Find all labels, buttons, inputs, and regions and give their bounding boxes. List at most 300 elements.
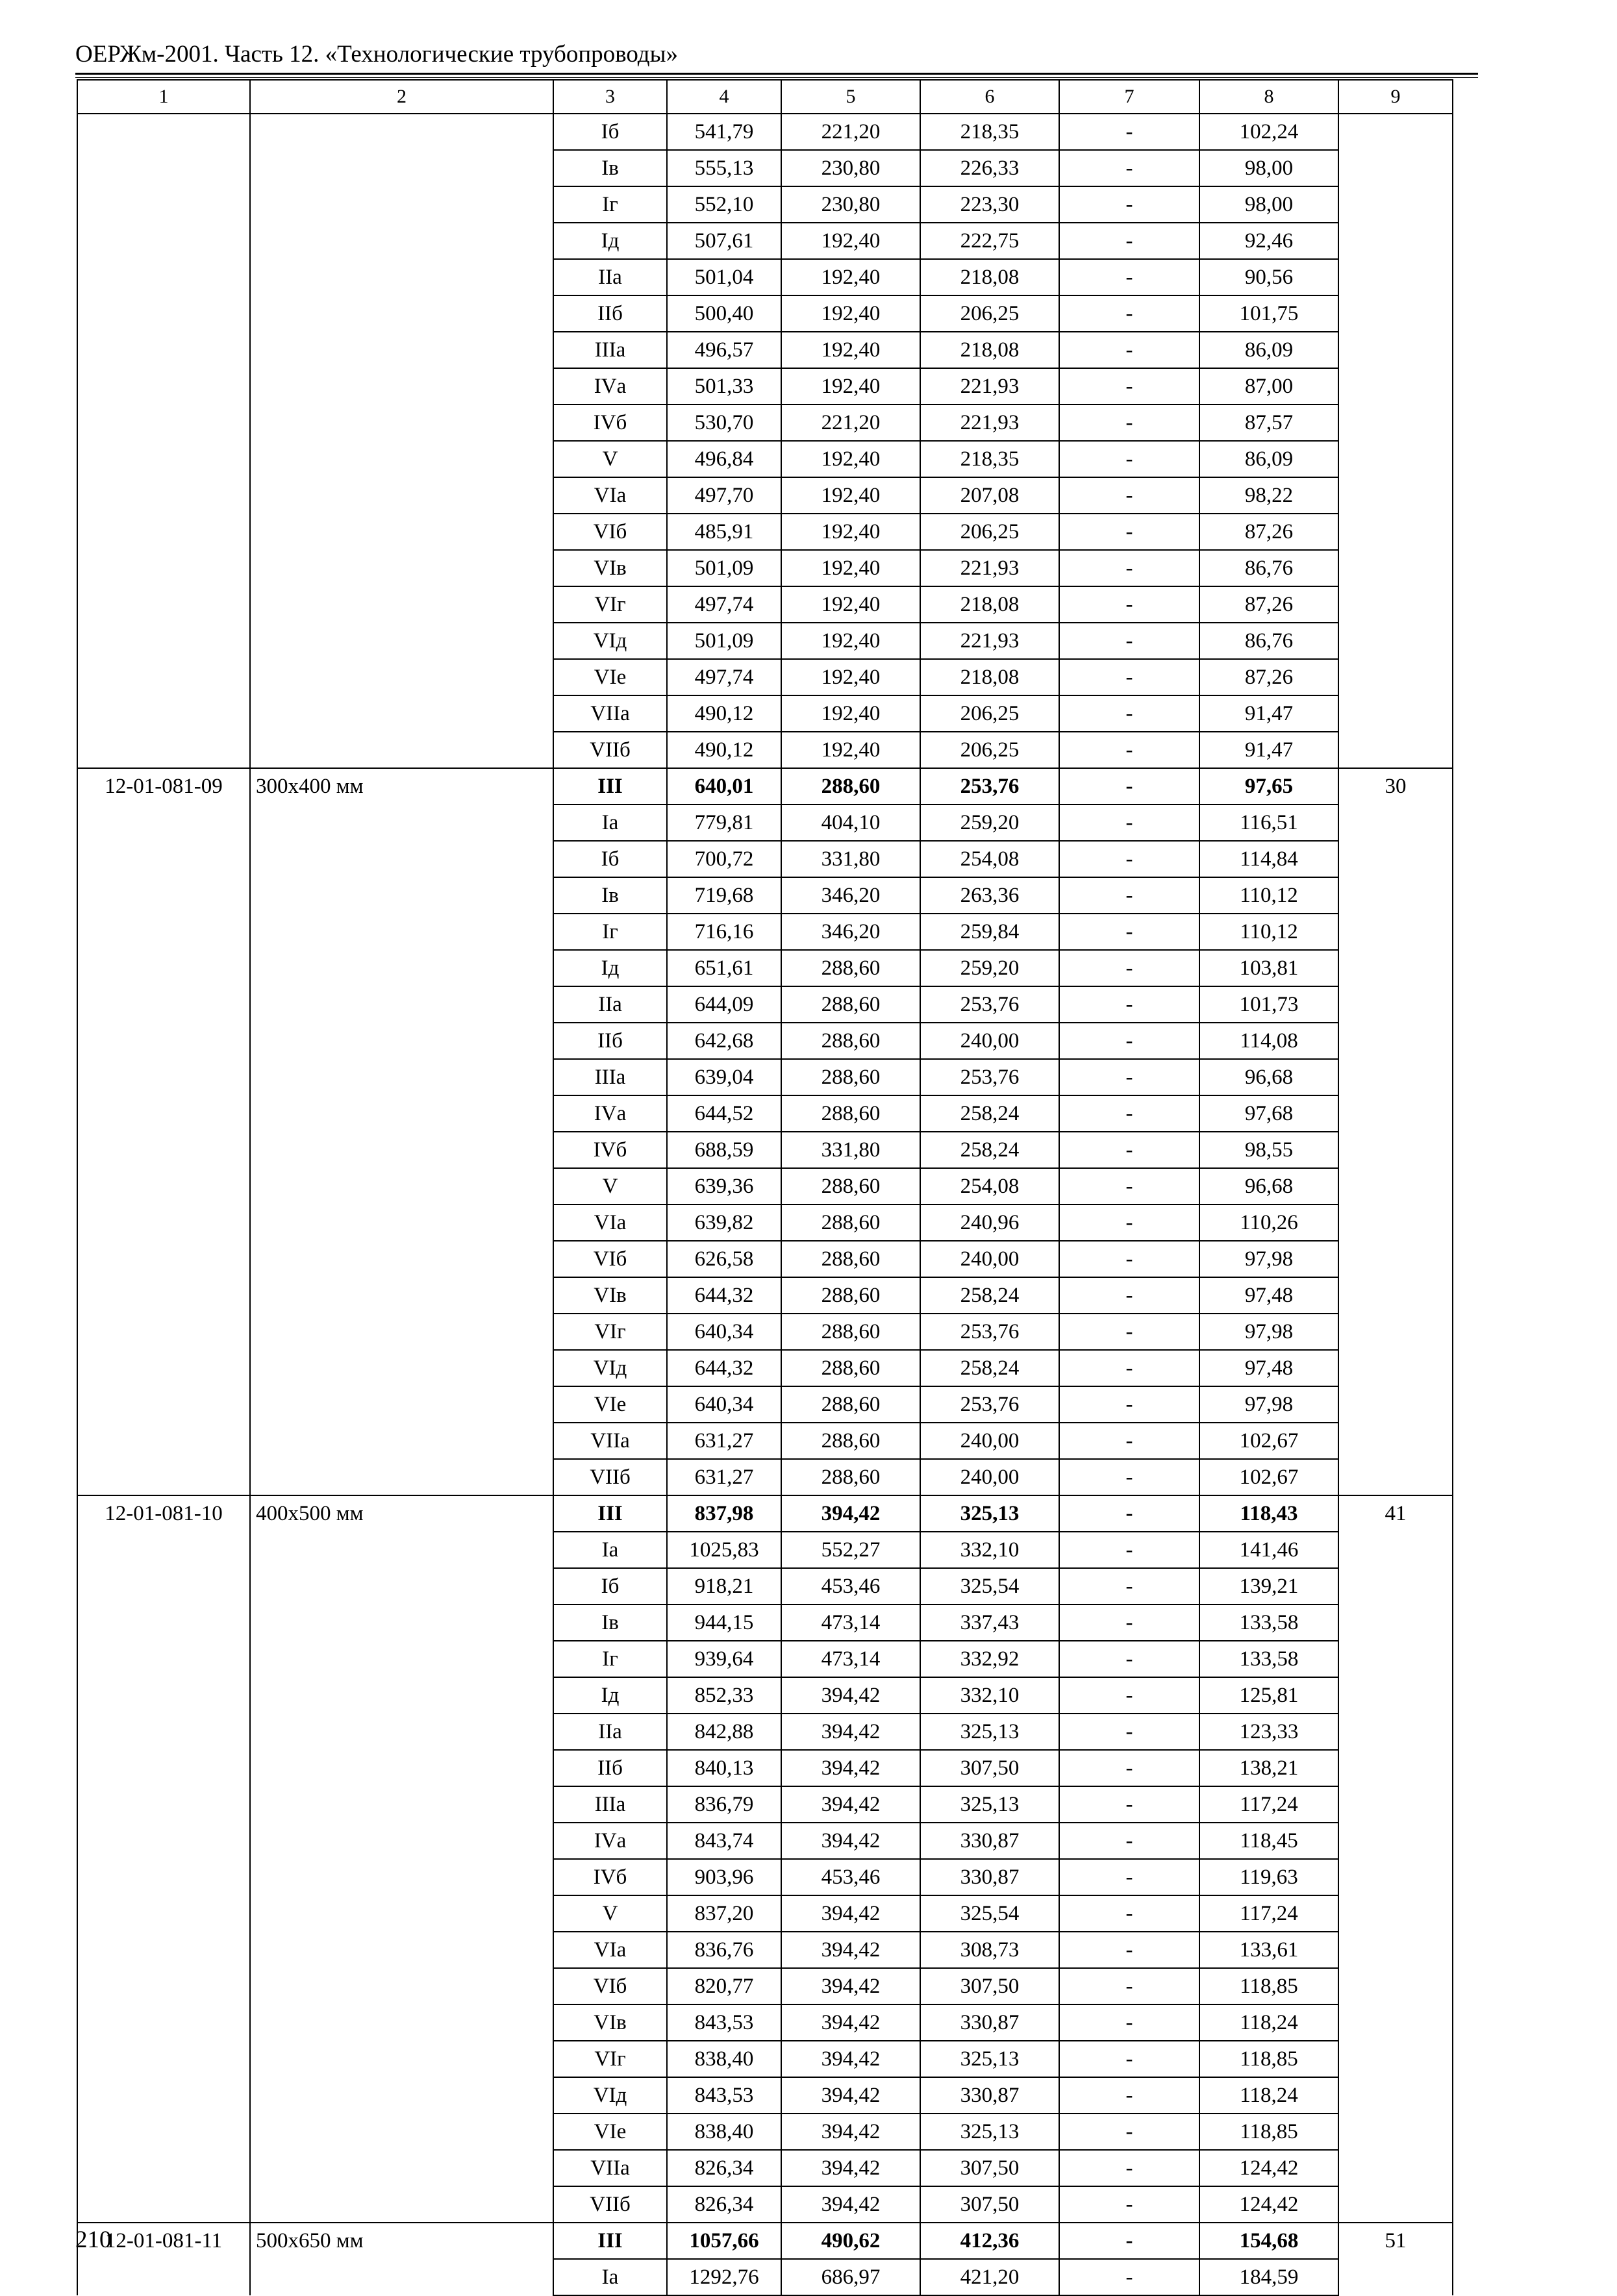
total-cost: 555,13 xyxy=(667,150,781,186)
total-cost: 651,61 xyxy=(667,950,781,986)
material-cost: 114,84 xyxy=(1199,841,1338,877)
climate-zone: IIа xyxy=(553,1714,667,1750)
total-cost: 838,40 xyxy=(667,2114,781,2150)
driver-cost: - xyxy=(1059,695,1199,732)
climate-zone: Iв xyxy=(553,877,667,914)
total-cost: 496,84 xyxy=(667,441,781,477)
driver-cost: - xyxy=(1059,1059,1199,1095)
machine-cost: 308,73 xyxy=(920,1932,1059,1968)
labor-cost: 221,20 xyxy=(781,405,920,441)
machine-cost: 325,13 xyxy=(920,2041,1059,2077)
machine-cost: 218,35 xyxy=(920,441,1059,477)
labor-cost: 288,60 xyxy=(781,1314,920,1350)
rate-code xyxy=(77,114,250,768)
column-header: 3 xyxy=(553,80,667,114)
driver-cost: - xyxy=(1059,659,1199,695)
material-cost: 117,24 xyxy=(1199,1786,1338,1823)
total-cost: 826,34 xyxy=(667,2186,781,2223)
climate-zone: IIIа xyxy=(553,1059,667,1095)
driver-cost: - xyxy=(1059,1204,1199,1241)
labor-cost: 288,60 xyxy=(781,1277,920,1314)
duct-size xyxy=(250,114,553,768)
total-cost: 1025,83 xyxy=(667,1532,781,1568)
driver-cost: - xyxy=(1059,1604,1199,1641)
climate-zone: V xyxy=(553,1895,667,1932)
total-cost: 1292,76 xyxy=(667,2259,781,2295)
machine-cost: 253,76 xyxy=(920,1059,1059,1095)
climate-zone: IVа xyxy=(553,368,667,405)
page-number: 210 xyxy=(75,2227,112,2253)
climate-zone: IIб xyxy=(553,1023,667,1059)
labor-cost: 394,42 xyxy=(781,1495,920,1532)
driver-cost: - xyxy=(1059,150,1199,186)
driver-cost: - xyxy=(1059,550,1199,586)
material-cost: 86,09 xyxy=(1199,441,1338,477)
driver-cost: - xyxy=(1059,1277,1199,1314)
climate-zone: III xyxy=(553,768,667,805)
total-cost: 639,82 xyxy=(667,1204,781,1241)
climate-zone: VIв xyxy=(553,1277,667,1314)
climate-zone: III xyxy=(553,1495,667,1532)
material-cost: 139,21 xyxy=(1199,1568,1338,1604)
climate-zone: VIг xyxy=(553,2041,667,2077)
driver-cost: - xyxy=(1059,841,1199,877)
machine-cost: 240,96 xyxy=(920,1204,1059,1241)
machine-cost: 337,43 xyxy=(920,1604,1059,1641)
labor-cost: 331,80 xyxy=(781,841,920,877)
machine-cost: 218,08 xyxy=(920,586,1059,623)
climate-zone: VIе xyxy=(553,1386,667,1423)
total-cost: 496,57 xyxy=(667,332,781,368)
material-cost: 87,57 xyxy=(1199,405,1338,441)
driver-cost: - xyxy=(1059,586,1199,623)
machine-cost: 325,13 xyxy=(920,2114,1059,2150)
machine-cost: 258,24 xyxy=(920,1132,1059,1168)
machine-cost: 240,00 xyxy=(920,1459,1059,1495)
labor-cost: 394,42 xyxy=(781,1714,920,1750)
climate-zone: VIб xyxy=(553,1968,667,2004)
total-cost: 501,33 xyxy=(667,368,781,405)
machine-cost: 226,33 xyxy=(920,150,1059,186)
climate-zone: Iв xyxy=(553,150,667,186)
material-cost: 118,24 xyxy=(1199,2004,1338,2041)
climate-zone: IIа xyxy=(553,986,667,1023)
driver-cost: - xyxy=(1059,805,1199,841)
column-9-value xyxy=(1338,114,1453,768)
rates-table xyxy=(77,79,1453,2296)
column-9-value: 30 xyxy=(1338,768,1453,1495)
labor-cost: 288,60 xyxy=(781,1204,920,1241)
table-row xyxy=(77,114,1453,150)
labor-cost: 288,60 xyxy=(781,1059,920,1095)
driver-cost: - xyxy=(1059,986,1199,1023)
labor-cost: 192,40 xyxy=(781,295,920,332)
driver-cost: - xyxy=(1059,114,1199,150)
driver-cost: - xyxy=(1059,2186,1199,2223)
labor-cost: 192,40 xyxy=(781,332,920,368)
labor-cost: 230,80 xyxy=(781,150,920,186)
labor-cost: 288,60 xyxy=(781,768,920,805)
driver-cost: - xyxy=(1059,223,1199,259)
machine-cost: 307,50 xyxy=(920,2150,1059,2186)
machine-cost: 332,10 xyxy=(920,1532,1059,1568)
driver-cost: - xyxy=(1059,1532,1199,1568)
machine-cost: 253,76 xyxy=(920,768,1059,805)
material-cost: 97,68 xyxy=(1199,1095,1338,1132)
material-cost: 123,33 xyxy=(1199,1714,1338,1750)
table-row xyxy=(77,2223,1453,2259)
climate-zone: Iб xyxy=(553,1568,667,1604)
machine-cost: 258,24 xyxy=(920,1350,1059,1386)
labor-cost: 394,42 xyxy=(781,1750,920,1786)
labor-cost: 453,46 xyxy=(781,1859,920,1895)
driver-cost: - xyxy=(1059,1568,1199,1604)
duct-size: 500х650 мм xyxy=(250,2223,553,2295)
climate-zone: III xyxy=(553,2223,667,2259)
climate-zone: Iд xyxy=(553,1677,667,1714)
climate-zone: VIд xyxy=(553,1350,667,1386)
climate-zone: VIд xyxy=(553,623,667,659)
driver-cost: - xyxy=(1059,877,1199,914)
machine-cost: 325,13 xyxy=(920,1786,1059,1823)
machine-cost: 218,08 xyxy=(920,259,1059,295)
material-cost: 96,68 xyxy=(1199,1168,1338,1204)
machine-cost: 240,00 xyxy=(920,1241,1059,1277)
driver-cost: - xyxy=(1059,368,1199,405)
machine-cost: 253,76 xyxy=(920,1314,1059,1350)
machine-cost: 325,13 xyxy=(920,1714,1059,1750)
total-cost: 939,64 xyxy=(667,1641,781,1677)
labor-cost: 394,42 xyxy=(781,1895,920,1932)
table-row xyxy=(77,768,1453,805)
climate-zone: VIг xyxy=(553,586,667,623)
climate-zone: VIIа xyxy=(553,695,667,732)
climate-zone: VIб xyxy=(553,1241,667,1277)
column-header: 1 xyxy=(77,80,250,114)
labor-cost: 192,40 xyxy=(781,441,920,477)
total-cost: 779,81 xyxy=(667,805,781,841)
material-cost: 118,43 xyxy=(1199,1495,1338,1532)
total-cost: 485,91 xyxy=(667,514,781,550)
driver-cost: - xyxy=(1059,914,1199,950)
material-cost: 91,47 xyxy=(1199,732,1338,768)
material-cost: 97,65 xyxy=(1199,768,1338,805)
material-cost: 102,67 xyxy=(1199,1423,1338,1459)
total-cost: 836,79 xyxy=(667,1786,781,1823)
climate-zone: IIб xyxy=(553,1750,667,1786)
total-cost: 640,34 xyxy=(667,1314,781,1350)
material-cost: 141,46 xyxy=(1199,1532,1338,1568)
column-header: 7 xyxy=(1059,80,1199,114)
material-cost: 98,00 xyxy=(1199,186,1338,223)
material-cost: 87,00 xyxy=(1199,368,1338,405)
total-cost: 507,61 xyxy=(667,223,781,259)
labor-cost: 473,14 xyxy=(781,1604,920,1641)
table-body xyxy=(77,114,1453,2295)
total-cost: 719,68 xyxy=(667,877,781,914)
climate-zone: Iд xyxy=(553,223,667,259)
driver-cost: - xyxy=(1059,2150,1199,2186)
machine-cost: 207,08 xyxy=(920,477,1059,514)
labor-cost: 192,40 xyxy=(781,477,920,514)
driver-cost: - xyxy=(1059,2114,1199,2150)
column-header: 6 xyxy=(920,80,1059,114)
driver-cost: - xyxy=(1059,1459,1199,1495)
material-cost: 110,12 xyxy=(1199,914,1338,950)
climate-zone: V xyxy=(553,441,667,477)
climate-zone: Iа xyxy=(553,2259,667,2295)
labor-cost: 192,40 xyxy=(781,586,920,623)
machine-cost: 263,36 xyxy=(920,877,1059,914)
header-rule xyxy=(75,73,1478,75)
material-cost: 118,85 xyxy=(1199,2041,1338,2077)
total-cost: 497,74 xyxy=(667,659,781,695)
machine-cost: 222,75 xyxy=(920,223,1059,259)
climate-zone: VIб xyxy=(553,514,667,550)
driver-cost: - xyxy=(1059,441,1199,477)
material-cost: 133,58 xyxy=(1199,1604,1338,1641)
machine-cost: 223,30 xyxy=(920,186,1059,223)
material-cost: 87,26 xyxy=(1199,514,1338,550)
labor-cost: 394,42 xyxy=(781,1823,920,1859)
material-cost: 119,63 xyxy=(1199,1859,1338,1895)
climate-zone: IIIа xyxy=(553,1786,667,1823)
machine-cost: 325,54 xyxy=(920,1568,1059,1604)
total-cost: 840,13 xyxy=(667,1750,781,1786)
climate-zone: Iг xyxy=(553,914,667,950)
climate-zone: Iг xyxy=(553,186,667,223)
labor-cost: 288,60 xyxy=(781,950,920,986)
labor-cost: 404,10 xyxy=(781,805,920,841)
material-cost: 97,48 xyxy=(1199,1277,1338,1314)
climate-zone: VIв xyxy=(553,2004,667,2041)
driver-cost: - xyxy=(1059,1932,1199,1968)
machine-cost: 330,87 xyxy=(920,1823,1059,1859)
total-cost: 820,77 xyxy=(667,1968,781,2004)
machine-cost: 253,76 xyxy=(920,986,1059,1023)
total-cost: 903,96 xyxy=(667,1859,781,1895)
labor-cost: 288,60 xyxy=(781,986,920,1023)
total-cost: 944,15 xyxy=(667,1604,781,1641)
climate-zone: VIIб xyxy=(553,2186,667,2223)
material-cost: 86,76 xyxy=(1199,623,1338,659)
climate-zone: IVб xyxy=(553,1859,667,1895)
climate-zone: VIа xyxy=(553,477,667,514)
driver-cost: - xyxy=(1059,1823,1199,1859)
labor-cost: 394,42 xyxy=(781,2004,920,2041)
climate-zone: Iв xyxy=(553,1604,667,1641)
climate-zone: VIе xyxy=(553,2114,667,2150)
material-cost: 138,21 xyxy=(1199,1750,1338,1786)
labor-cost: 288,60 xyxy=(781,1459,920,1495)
total-cost: 852,33 xyxy=(667,1677,781,1714)
climate-zone: V xyxy=(553,1168,667,1204)
total-cost: 716,16 xyxy=(667,914,781,950)
total-cost: 836,76 xyxy=(667,1932,781,1968)
total-cost: 497,70 xyxy=(667,477,781,514)
driver-cost: - xyxy=(1059,1241,1199,1277)
machine-cost: 421,20 xyxy=(920,2259,1059,2295)
machine-cost: 259,20 xyxy=(920,805,1059,841)
labor-cost: 192,40 xyxy=(781,732,920,768)
labor-cost: 331,80 xyxy=(781,1132,920,1168)
machine-cost: 206,25 xyxy=(920,514,1059,550)
labor-cost: 192,40 xyxy=(781,259,920,295)
driver-cost: - xyxy=(1059,1386,1199,1423)
rate-code: 12-01-081-10 xyxy=(77,1495,250,2223)
total-cost: 530,70 xyxy=(667,405,781,441)
driver-cost: - xyxy=(1059,2259,1199,2295)
total-cost: 644,32 xyxy=(667,1350,781,1386)
machine-cost: 254,08 xyxy=(920,841,1059,877)
machine-cost: 259,84 xyxy=(920,914,1059,950)
driver-cost: - xyxy=(1059,2077,1199,2114)
material-cost: 97,48 xyxy=(1199,1350,1338,1386)
machine-cost: 218,08 xyxy=(920,659,1059,695)
labor-cost: 394,42 xyxy=(781,1968,920,2004)
material-cost: 125,81 xyxy=(1199,1677,1338,1714)
total-cost: 631,27 xyxy=(667,1423,781,1459)
driver-cost: - xyxy=(1059,1677,1199,1714)
material-cost: 98,00 xyxy=(1199,150,1338,186)
climate-zone: IIб xyxy=(553,295,667,332)
column-number-row xyxy=(77,80,1453,114)
labor-cost: 490,62 xyxy=(781,2223,920,2259)
driver-cost: - xyxy=(1059,1314,1199,1350)
material-cost: 117,24 xyxy=(1199,1895,1338,1932)
driver-cost: - xyxy=(1059,259,1199,295)
driver-cost: - xyxy=(1059,1350,1199,1386)
driver-cost: - xyxy=(1059,405,1199,441)
total-cost: 838,40 xyxy=(667,2041,781,2077)
driver-cost: - xyxy=(1059,1859,1199,1895)
machine-cost: 330,87 xyxy=(920,2077,1059,2114)
total-cost: 552,10 xyxy=(667,186,781,223)
labor-cost: 552,27 xyxy=(781,1532,920,1568)
driver-cost: - xyxy=(1059,1714,1199,1750)
labor-cost: 288,60 xyxy=(781,1386,920,1423)
material-cost: 124,42 xyxy=(1199,2150,1338,2186)
labor-cost: 288,60 xyxy=(781,1095,920,1132)
climate-zone: IIа xyxy=(553,259,667,295)
machine-cost: 258,24 xyxy=(920,1277,1059,1314)
total-cost: 700,72 xyxy=(667,841,781,877)
material-cost: 91,47 xyxy=(1199,695,1338,732)
labor-cost: 394,42 xyxy=(781,1677,920,1714)
material-cost: 118,45 xyxy=(1199,1823,1338,1859)
climate-zone: Iб xyxy=(553,114,667,150)
total-cost: 837,98 xyxy=(667,1495,781,1532)
machine-cost: 240,00 xyxy=(920,1023,1059,1059)
header-rule-thin xyxy=(75,77,1478,78)
material-cost: 184,59 xyxy=(1199,2259,1338,2295)
rate-code: 12-01-081-11 xyxy=(77,2223,250,2295)
driver-cost: - xyxy=(1059,950,1199,986)
total-cost: 639,36 xyxy=(667,1168,781,1204)
material-cost: 116,51 xyxy=(1199,805,1338,841)
driver-cost: - xyxy=(1059,1641,1199,1677)
total-cost: 541,79 xyxy=(667,114,781,150)
column-header: 9 xyxy=(1338,80,1453,114)
total-cost: 626,58 xyxy=(667,1241,781,1277)
material-cost: 133,61 xyxy=(1199,1932,1338,1968)
labor-cost: 394,42 xyxy=(781,2186,920,2223)
material-cost: 92,46 xyxy=(1199,223,1338,259)
climate-zone: IVа xyxy=(553,1823,667,1859)
climate-zone: VIа xyxy=(553,1932,667,1968)
total-cost: 688,59 xyxy=(667,1132,781,1168)
machine-cost: 330,87 xyxy=(920,1859,1059,1895)
driver-cost: - xyxy=(1059,1895,1199,1932)
total-cost: 501,09 xyxy=(667,623,781,659)
column-9-value: 41 xyxy=(1338,1495,1453,2223)
total-cost: 501,09 xyxy=(667,550,781,586)
total-cost: 639,04 xyxy=(667,1059,781,1095)
machine-cost: 218,08 xyxy=(920,332,1059,368)
machine-cost: 206,25 xyxy=(920,732,1059,768)
total-cost: 500,40 xyxy=(667,295,781,332)
total-cost: 644,52 xyxy=(667,1095,781,1132)
labor-cost: 192,40 xyxy=(781,368,920,405)
machine-cost: 412,36 xyxy=(920,2223,1059,2259)
climate-zone: VIг xyxy=(553,1314,667,1350)
driver-cost: - xyxy=(1059,623,1199,659)
labor-cost: 192,40 xyxy=(781,695,920,732)
labor-cost: 394,42 xyxy=(781,1932,920,1968)
column-header: 2 xyxy=(250,80,553,114)
climate-zone: VIIа xyxy=(553,1423,667,1459)
machine-cost: 330,87 xyxy=(920,2004,1059,2041)
climate-zone: VIIа xyxy=(553,2150,667,2186)
column-header: 8 xyxy=(1199,80,1338,114)
column-header: 5 xyxy=(781,80,920,114)
labor-cost: 192,40 xyxy=(781,514,920,550)
driver-cost: - xyxy=(1059,1023,1199,1059)
climate-zone: IIIа xyxy=(553,332,667,368)
machine-cost: 332,92 xyxy=(920,1641,1059,1677)
total-cost: 501,04 xyxy=(667,259,781,295)
total-cost: 640,34 xyxy=(667,1386,781,1423)
material-cost: 118,85 xyxy=(1199,2114,1338,2150)
machine-cost: 206,25 xyxy=(920,695,1059,732)
driver-cost: - xyxy=(1059,732,1199,768)
machine-cost: 221,93 xyxy=(920,405,1059,441)
labor-cost: 192,40 xyxy=(781,223,920,259)
labor-cost: 686,97 xyxy=(781,2259,920,2295)
material-cost: 110,12 xyxy=(1199,877,1338,914)
total-cost: 1057,66 xyxy=(667,2223,781,2259)
labor-cost: 394,42 xyxy=(781,2077,920,2114)
driver-cost: - xyxy=(1059,2041,1199,2077)
total-cost: 640,01 xyxy=(667,768,781,805)
material-cost: 98,55 xyxy=(1199,1132,1338,1168)
total-cost: 490,12 xyxy=(667,732,781,768)
material-cost: 118,24 xyxy=(1199,2077,1338,2114)
total-cost: 918,21 xyxy=(667,1568,781,1604)
labor-cost: 288,60 xyxy=(781,1350,920,1386)
material-cost: 102,24 xyxy=(1199,114,1338,150)
total-cost: 842,88 xyxy=(667,1714,781,1750)
machine-cost: 221,93 xyxy=(920,550,1059,586)
material-cost: 96,68 xyxy=(1199,1059,1338,1095)
material-cost: 87,26 xyxy=(1199,659,1338,695)
driver-cost: - xyxy=(1059,2223,1199,2259)
climate-zone: Iб xyxy=(553,841,667,877)
machine-cost: 253,76 xyxy=(920,1386,1059,1423)
labor-cost: 192,40 xyxy=(781,623,920,659)
labor-cost: 192,40 xyxy=(781,659,920,695)
driver-cost: - xyxy=(1059,1423,1199,1459)
